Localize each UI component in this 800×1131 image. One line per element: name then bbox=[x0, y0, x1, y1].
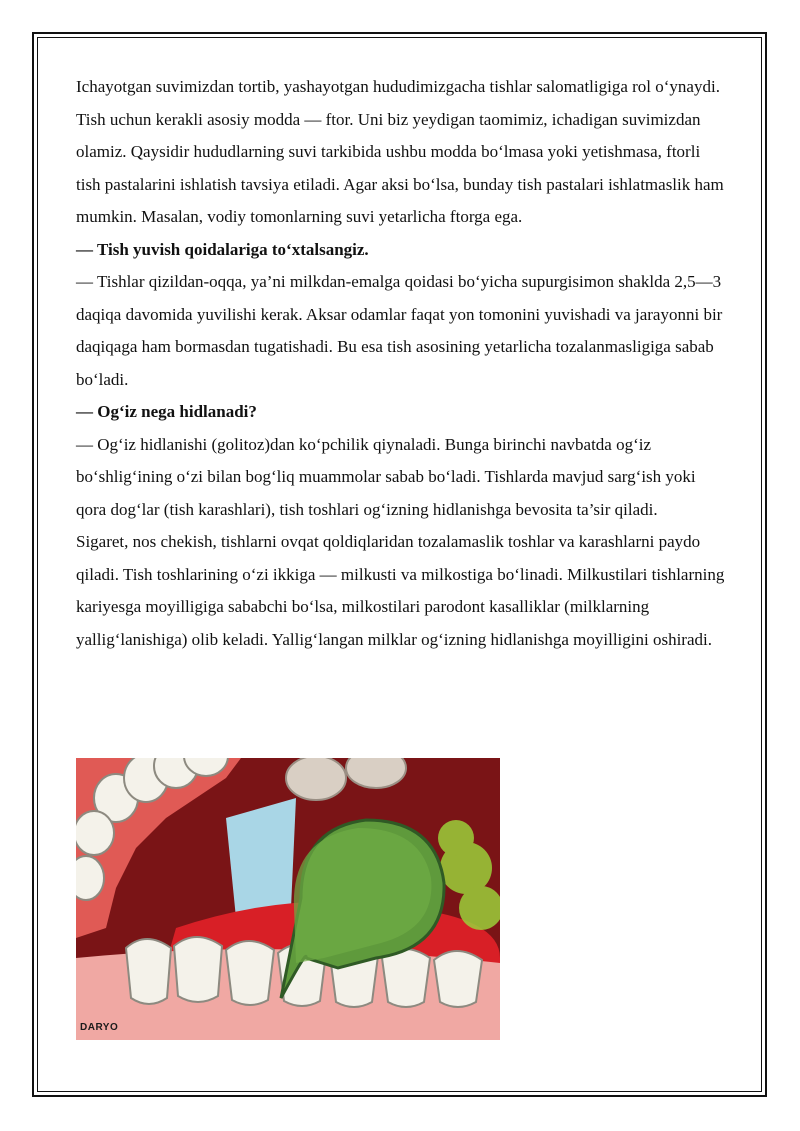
mouth-gap bbox=[226, 798, 296, 918]
daryo-watermark: DARYO bbox=[80, 1022, 119, 1033]
article-body bbox=[76, 71, 728, 656]
answer-brushing-rules: — Tishlar qizildan-oqqa, ya’ni milkdan-emalga qoidasi bo‘yicha supurgisimon shaklda 2,5—3 daqiqa davomida yuvilishi kerak. Aksar odamlar faqat yon tomonini yuvishadi va jarayonni bir daqiqaga ham bormasdan tugatishadi. Bu esa tish asosining yetarlicha tozalanmasligiga sabab bo‘ladi. bbox=[76, 272, 723, 389]
bad-breath-illustration bbox=[76, 758, 500, 1040]
question-bad-breath: — Og‘iz nega hidlanadi? bbox=[76, 402, 257, 421]
paragraph-tartar: Sigaret, nos chekish, tishlarni ovqat qoldiqlaridan tozalamaslik toshlar va karashlarni paydo qiladi. Tish toshlarining o‘zi ikkiga — milkusti va milkostiga bo‘linadi. Milkustilari tishlarning kariyesga moyilligiga sababchi bo‘lsa, milkostilari parodont kasalliklar (milklarning yallig‘lanishiga) olib keladi. Yallig‘langan milklar og‘izning hidlanishga moyilligini oshiradi. bbox=[76, 532, 725, 649]
question-brushing-rules: — Tish yuvish qoidalariga to‘xtalsangiz. bbox=[76, 239, 369, 259]
answer-bad-breath: — Og‘iz hidlanishi (golitoz)dan ko‘pchilik qiynaladi. Bunga birinchi navbatda og‘iz bo‘shlig‘ining o‘zi bilan bog‘liq muammolar sabab bo‘ladi. Tishlarda mavjud sarg‘ish yoki qora dog‘lar (tish karashlari), tish toshlari og‘izning hidlanishga bevosita ta’sir qiladi. bbox=[76, 434, 696, 519]
paragraph-fluoride: Ichayotgan suvimizdan tortib, yashayotgan hududimizgacha tishlar salomatligiga rol o‘ynaydi. Tish uchun kerakli asosiy modda — ftor. Uni biz yeydigan taomimiz, ichadigan suvimizdan olamiz. Qaysidir hududlarning suvi tarkibida ushbu modda bo‘lmasa yoki yetishmasa, ftorli tish pastalarini ishlatish tavsiya etiladi. Agar aksi bo‘lsa, bunday tish pastalari ishlatmaslik ham mumkin. Masalan, vodiy tomonlarning suvi yetarlicha ftorga ega. bbox=[76, 77, 724, 226]
